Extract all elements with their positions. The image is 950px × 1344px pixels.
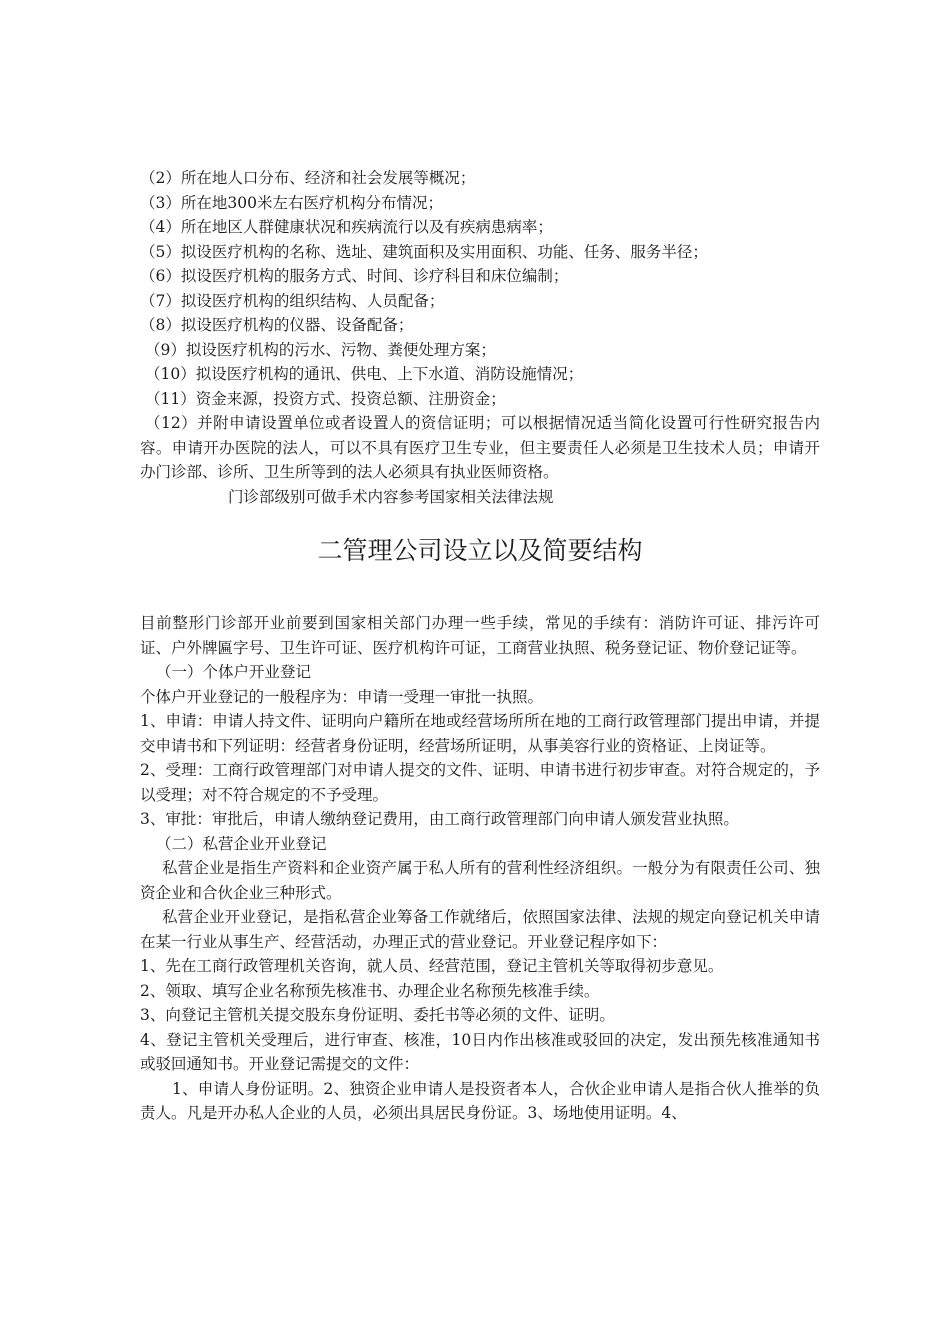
paragraph: 3、审批：审批后，申请人缴纳登记费用，由工商行政管理部门向申请人颁发营业执照。 [140, 810, 739, 828]
list-item: （6）拟设医疗机构的服务方式、时间、诊疗科目和床位编制； [140, 267, 569, 285]
list-item: （9）拟设医疗机构的污水、污物、粪便处理方案； [145, 340, 496, 359]
list-item: （12）并附申请设置单位或者设置人的资信证明；可以根据情况适当简化设置可行性研究报告内容。申请开办医院的法人，可以不具有医疗卫生专业，但主要责任人必须是卫生技术人员；申请开办门诊部、诊所、卫生所等到的法人必须具有执业医师资格。 [140, 414, 820, 481]
list-item: （3）所在地300米左右医疗机构分布情况； [140, 193, 443, 212]
paragraph: 1、申请人身份证明。2、独资企业申请人是投资者本人，合伙企业申请人是指合伙人推举的负责人。凡是开办私人企业的人员，必须出具居民身份证。3、场地使用证明。4、 [140, 1079, 820, 1122]
paragraph: 私营企业是指生产资料和企业资产属于私人所有的营利性经济组织。一般分为有限责任公司、独资企业和合伙企业三种形式。 [140, 859, 820, 902]
list-item: （10）拟设医疗机构的通讯、供电、上下水道、消防设施情况； [145, 365, 584, 383]
subsection-title: （二）私营企业开业登记 [156, 834, 327, 853]
paragraph: 个体户开业登记的一般程序为：申请一受理一审批一执照。 [140, 687, 544, 706]
paragraph: 2、受理：工商行政管理部门对申请人提交的文件、证明、申请书进行初步审查。对符合规定的，予以受理；对不符合规定的不予受理。 [140, 761, 820, 804]
subsection-title: （一）个体户开业登记 [156, 663, 312, 681]
list-item: （2）所在地人口分布、经济和社会发展等概况； [140, 169, 476, 187]
list-item: （11）资金来源，投资方式、投资总额、注册资金； [145, 389, 506, 408]
document-body [140, 166, 820, 1126]
paragraph: 1、申请：申请人持文件、证明向户籍所在地或经营场所所在地的工商行政管理部门提出申请，并提交申请书和下列证明：经营者身份证明，经营场所证明，从事美容行业的资格证、上岗证等。 [140, 712, 820, 755]
paragraph: 私营企业开业登记，是指私营企业筹备工作就绪后，依照国家法律、法规的规定向登记机关申请在某一行业从事生产、经营活动，办理正式的营业登记。开业登记程序如下： [140, 908, 820, 951]
list-item: （7）拟设医疗机构的组织结构、人员配备； [140, 291, 445, 310]
reference-note: 门诊部级别可做手术内容参考国家相关法律法规 [228, 487, 554, 506]
section-heading: 二管理公司设立以及简要结构 [317, 536, 643, 565]
paragraph: 4、登记主管机关受理后，进行审查、核准，10日内作出核准或驳回的决定，发出预先核准通知书或驳回通知书。开业登记需提交的文件： [140, 1030, 820, 1073]
list-item: （5）拟设医疗机构的名称、选址、建筑面积及实用面积、功能、任务、服务半径； [140, 242, 708, 261]
paragraph: 1、先在工商行政管理机关咨询，就人员、经营范围，登记主管机关等取得初步意见。 [140, 957, 724, 975]
list-item: （4）所在地区人群健康状况和疾病流行以及有疾病患病率； [140, 218, 553, 236]
list-item: （8）拟设医疗机构的仪器、设备配备； [140, 316, 414, 334]
intro-paragraph: 目前整形门诊部开业前要到国家相关部门办理一些手续，常见的手续有：消防许可证、排污许可证、户外牌匾字号、卫生许可证、医疗机构许可证，工商营业执照、税务登记证、物价登记证等。 [140, 614, 820, 657]
paragraph: 3、向登记主管机关提交股东身份证明、委托书等必须的文件、证明。 [140, 1006, 615, 1024]
paragraph: 2、领取、填写企业名称预先核准书、办理企业名称预先核准手续。 [140, 981, 600, 1000]
